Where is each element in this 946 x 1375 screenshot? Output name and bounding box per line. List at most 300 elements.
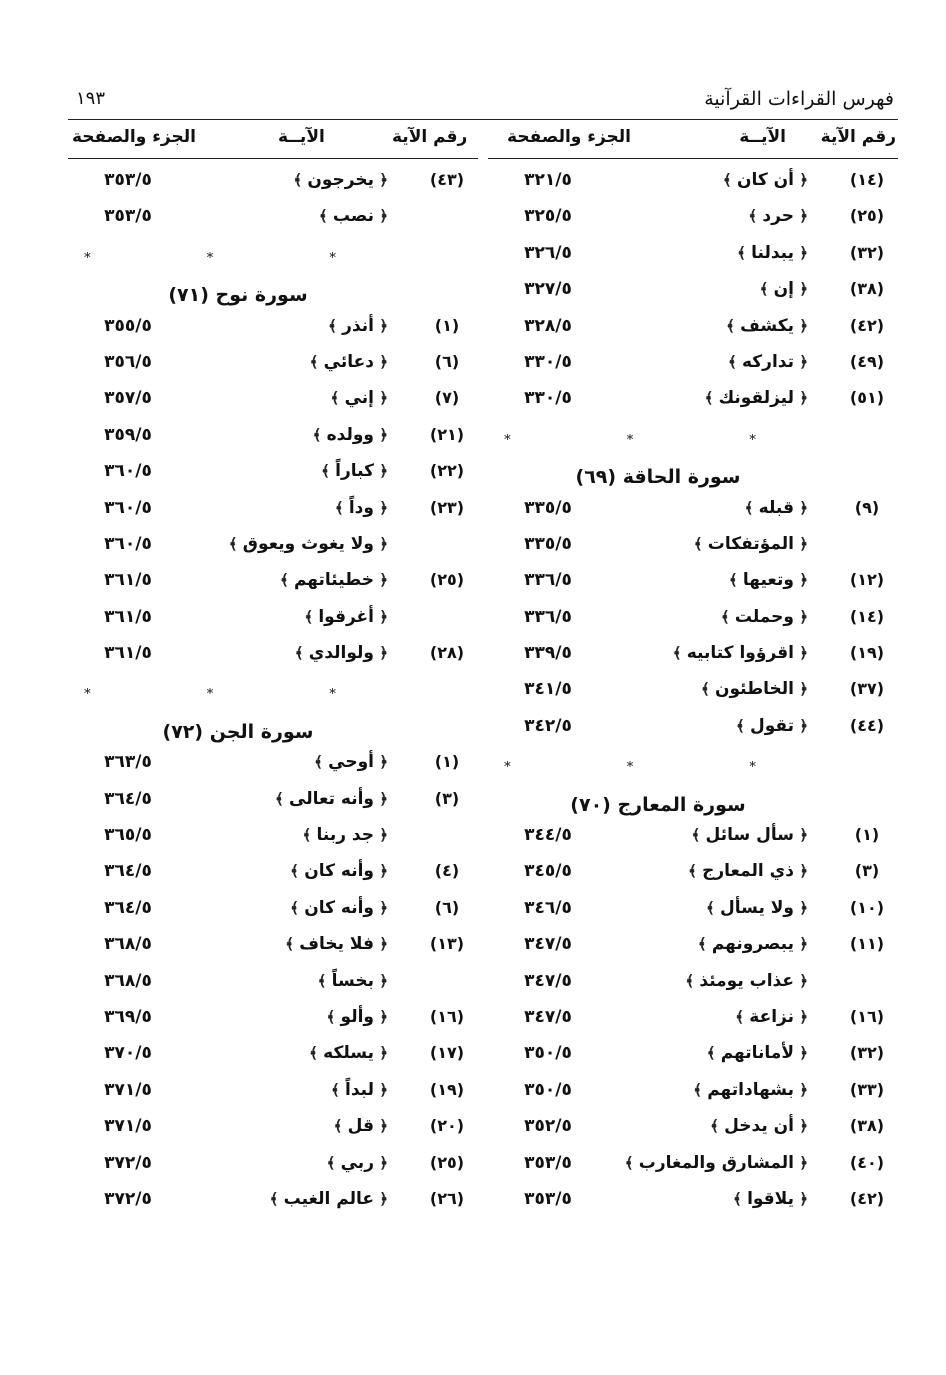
index-row [488,1187,898,1223]
close-ornament: ﴾ [720,607,735,626]
index-row [68,314,478,350]
part-page-ref: ٣٦١/٥ [104,643,152,664]
part-page-ref: ٣٤٧/٥ [524,1006,572,1027]
part-page-ref: ٣٤٥/٥ [524,861,572,882]
verse-words: ولا يسأل [720,897,794,918]
verse-number: (٤٣) [429,170,465,189]
verse-text [313,425,388,445]
verse-number: (٢٥) [429,570,465,590]
left-header-verse: الآيــة [278,127,325,147]
verse-text [710,1116,808,1136]
verse-number: (١٦) [429,1006,465,1026]
verse-number: (٣٨) [849,1116,885,1136]
part-page-ref: ٣٣٦/٥ [524,606,572,627]
close-ornament: ﴾ [309,352,324,371]
part-page-ref: ٣٥٧/٥ [104,388,152,409]
verse-words: أن كان [736,170,794,190]
verse-text [706,898,808,918]
part-page-ref: ٣٢٥/٥ [524,206,572,227]
index-row [68,605,478,641]
close-ornament: ﴾ [727,352,742,371]
verse-words: وتعيها [742,570,794,591]
index-row [68,750,478,786]
open-ornament: ﴿ [373,1007,388,1026]
left-header-rule [68,158,478,159]
verse-text [760,279,808,299]
surah-heading: سورة الحاقة (٦٩) [575,466,741,489]
index-row [68,932,478,968]
part-page-ref: ٣٥٣/٥ [104,206,152,227]
verse-number: (١٣) [429,934,465,954]
verse-words: جد ربنا [316,825,374,846]
verse-words: سأل سائل [705,825,794,846]
verse-words: وألو [340,1006,374,1027]
verse-text [290,861,388,881]
part-page-ref: ٣٤٤/٥ [524,825,572,846]
verse-number: (١٦) [849,1006,885,1026]
verse-words: نصب [332,206,374,227]
verse-words: فلا يخاف [299,934,374,955]
open-ornament: ﴿ [373,1080,388,1099]
verse-text [293,170,388,190]
verse-words: لبداً [345,1079,374,1100]
close-ornament: ﴾ [334,498,349,517]
verse-text [280,570,388,590]
close-ornament: ﴾ [737,243,752,262]
verse-text [285,934,388,954]
index-row [488,277,898,313]
index-row [488,350,898,386]
verse-number: (٤٢) [849,1188,885,1208]
verse-number: (٢٣) [429,497,465,517]
index-row [68,204,478,240]
close-ornament: ﴾ [326,1007,341,1026]
running-header-title: فهرس القراءات القرآنية [704,88,894,110]
verse-number: (٤٢) [849,315,885,335]
verse-words: قل [347,1116,374,1137]
part-page-ref: ٣٣٩/٥ [524,643,572,664]
verse-number: (٦) [434,897,460,917]
index-row [68,823,478,859]
verse-number: (١٧) [429,1043,465,1063]
index-row [68,1041,478,1077]
open-ornament: ﴿ [793,898,808,917]
open-ornament: ﴿ [793,716,808,735]
verse-words: قبله [758,497,794,518]
open-ornament: ﴿ [793,607,808,626]
right-header-rule [488,158,898,159]
open-ornament: ﴿ [793,1153,808,1172]
verse-text [723,170,808,190]
open-ornament: ﴿ [373,607,388,626]
left-header-verse-no: رقم الآية [392,127,468,147]
part-page-ref: ٣٥٣/٥ [524,1188,572,1209]
verse-words: ولوالدي [308,643,374,664]
verse-words: ذي المعارج [702,861,794,882]
open-ornament: ﴿ [793,534,808,553]
open-ornament: ﴿ [373,316,388,335]
open-ornament: ﴿ [373,826,388,845]
close-ornament: ﴾ [304,607,319,626]
index-row [68,969,478,1005]
verse-number: (٣٢) [849,242,885,262]
open-ornament: ﴿ [373,1044,388,1063]
close-ornament: ﴾ [691,826,706,845]
part-page-ref: ٣٧١/٥ [104,1079,152,1100]
part-page-ref: ٣٤٧/٥ [524,970,572,991]
index-row [488,969,898,1005]
verse-words: بخساً [331,970,374,991]
index-row [68,1114,478,1150]
verse-text [270,1189,388,1209]
verse-text [327,1153,388,1173]
close-ornament: ﴾ [302,826,317,845]
index-row [68,532,478,568]
open-ornament: ﴿ [373,534,388,553]
index-row [68,496,478,532]
open-ornament: ﴿ [373,898,388,917]
verse-text [295,643,388,663]
close-ornament: ﴾ [693,534,708,553]
open-ornament: ﴿ [373,644,388,663]
close-ornament: ﴾ [330,389,345,408]
open-ornament: ﴿ [793,280,808,299]
part-page-ref: ٣٥٢/٥ [524,1116,572,1137]
close-ornament: ﴾ [733,1189,748,1208]
verse-text [707,1043,808,1063]
verse-text [310,352,388,372]
verse-words: ربي [340,1152,374,1173]
close-ornament: ﴾ [735,716,750,735]
verse-text [733,1189,808,1209]
verse-words: بشهاداتهم [707,1079,794,1100]
part-page-ref: ٣٥٠/٥ [524,1079,572,1100]
close-ornament: ﴾ [290,898,305,917]
index-row [488,314,898,350]
open-ornament: ﴿ [793,571,808,590]
close-ornament: ﴾ [326,1153,341,1172]
verse-text [328,316,388,336]
part-page-ref: ٣٦١/٥ [104,570,152,591]
verse-number: (٤٠) [849,1152,885,1172]
close-ornament: ﴾ [317,971,332,990]
part-page-ref: ٣٦٤/٥ [104,897,152,918]
verse-words: خطيئاتهم [293,570,374,591]
verse-number: (٩) [854,497,880,517]
open-ornament: ﴿ [793,207,808,226]
close-ornament: ﴾ [735,1007,750,1026]
verse-text [625,1153,808,1173]
verse-number: (١) [854,825,880,845]
verse-words: أن يدخل [724,1116,794,1137]
close-ornament: ﴾ [759,280,774,299]
close-ornament: ﴾ [701,680,716,699]
verse-words: وأنه تعالى [289,788,374,809]
index-row [68,859,478,895]
verse-text [334,1116,388,1136]
verse-number: (٣٣) [849,1079,885,1099]
verse-text [290,898,388,918]
close-ornament: ﴾ [722,171,737,189]
close-ornament: ﴾ [290,862,305,881]
verse-number: (١) [434,752,460,772]
verse-text [745,498,808,518]
verse-words: ولا يغوث ويعوق [242,533,374,554]
verse-number: (١٩) [429,1079,465,1099]
verse-words: يبدلنا [751,242,794,263]
part-page-ref: ٣٦٩/٥ [104,1006,152,1027]
verse-words: دعائي [323,351,374,372]
verse-words: أنذر [342,315,374,336]
index-row [68,641,478,677]
verse-number: (٣٧) [849,679,885,699]
index-row [488,714,898,750]
verse-text [736,716,808,736]
verse-words: يخرجون [307,170,374,190]
verse-text [692,825,808,845]
part-page-ref: ٣٧٢/٥ [104,1188,152,1209]
close-ornament: ﴾ [672,644,687,663]
verse-text [688,861,808,881]
open-ornament: ﴿ [373,462,388,481]
index-row [68,787,478,823]
verse-words: نزاعة [749,1006,794,1027]
verse-number: (١٢) [849,570,885,590]
close-ornament: ﴾ [309,1044,324,1063]
verse-words: وداً [348,497,374,518]
open-ornament: ﴿ [373,753,388,772]
index-row [488,859,898,895]
page-number: ١٩٣ [76,88,106,109]
verse-number: (٢٢) [429,461,465,481]
part-page-ref: ٣٥٥/٥ [104,315,152,336]
surah-heading: سورة المعارج (٧٠) [570,793,746,816]
separator-stars: * * * [504,760,812,776]
open-ornament: ﴿ [793,171,808,189]
part-page-ref: ٣٧١/٥ [104,1116,152,1137]
verse-words: يسلكه [323,1043,374,1064]
verse-words: الخاطئون [715,679,794,700]
part-page-ref: ٣٤٢/٥ [524,715,572,736]
open-ornament: ﴿ [793,352,808,371]
verse-words: إني [344,388,374,409]
verse-words: وولده [326,424,374,445]
right-header-verse: الآيــة [739,127,786,147]
close-ornament: ﴾ [279,571,294,590]
close-ornament: ﴾ [228,534,243,553]
open-ornament: ﴿ [373,935,388,954]
right-header-part-page: الجزء والصفحة [507,127,631,147]
close-ornament: ﴾ [275,789,290,808]
index-row [488,168,898,204]
verse-number: (١٤) [849,606,885,626]
index-row [488,1041,898,1077]
verse-number: (٢٦) [429,1188,465,1208]
part-page-ref: ٣٦٤/٥ [104,788,152,809]
index-row [488,568,898,604]
verse-text [693,1080,808,1100]
open-ornament: ﴿ [793,389,808,408]
verse-number: (٤) [434,861,460,881]
verse-number: (٢٨) [429,643,465,663]
verse-text [314,752,388,772]
verse-text [673,643,808,663]
verse-words: وأنه كان [304,897,374,918]
part-page-ref: ٣٣٠/٥ [524,351,572,372]
part-page-ref: ٣٢٦/٥ [524,242,572,263]
index-row [68,896,478,932]
surah-heading: سورة نوح (٧١) [168,284,308,307]
verse-text [726,316,808,336]
verse-words: أوحي [328,752,374,773]
verse-number: (٣) [854,861,880,881]
close-ornament: ﴾ [333,1117,348,1136]
part-page-ref: ٣٥٣/٥ [524,1152,572,1173]
close-ornament: ﴾ [704,389,719,408]
part-page-ref: ٣٦٠/٥ [104,497,152,518]
index-row [68,1078,478,1114]
verse-words: المؤتفكات [707,533,794,554]
verse-words: لأماناتهم [720,1043,794,1064]
part-page-ref: ٣٦١/٥ [104,606,152,627]
close-ornament: ﴾ [294,644,309,663]
verse-words: إن [773,279,794,300]
verse-text [728,352,808,372]
verse-number: (١) [434,315,460,335]
open-ornament: ﴿ [373,1153,388,1172]
verse-text [309,1043,388,1063]
verse-text [275,789,388,809]
open-ornament: ﴿ [373,789,388,808]
verse-number: (٣٢) [849,1043,885,1063]
close-ornament: ﴾ [697,935,712,954]
close-ornament: ﴾ [314,753,329,772]
part-page-ref: ٣٢٨/٥ [524,315,572,336]
close-ornament: ﴾ [744,498,759,517]
open-ornament: ﴿ [793,316,808,335]
verse-words: اقرؤوا كتابيه [686,643,794,664]
verse-words: عالم الغيب [283,1188,374,1209]
part-page-ref: ٣٤١/٥ [524,679,572,700]
verse-words: ليزلقونك [718,388,794,409]
verse-text [737,243,808,263]
part-page-ref: ٣٦٠/٥ [104,533,152,554]
index-row [488,932,898,968]
verse-text [331,1080,388,1100]
verse-number: (٣٨) [849,279,885,299]
verse-text [335,498,388,518]
verse-words: وأنه كان [304,861,374,882]
verse-text [721,607,808,627]
open-ornament: ﴿ [793,935,808,954]
index-row [68,423,478,459]
verse-text [318,971,388,991]
open-ornament: ﴿ [373,971,388,990]
close-ornament: ﴾ [624,1153,639,1172]
verse-words: حرد [762,206,794,227]
part-page-ref: ٣٦٤/٥ [104,861,152,882]
open-ornament: ﴿ [373,1189,388,1208]
index-row [488,496,898,532]
close-ornament: ﴾ [285,935,300,954]
open-ornament: ﴿ [793,1189,808,1208]
verse-number: (٣) [434,788,460,808]
separator-stars: * * * [504,432,812,448]
index-row [68,386,478,422]
verse-text [302,825,388,845]
open-ornament: ﴿ [373,498,388,517]
index-row [488,1114,898,1150]
close-ornament: ﴾ [688,862,703,881]
open-ornament: ﴿ [373,862,388,881]
verse-text [748,206,808,226]
verse-text [321,461,388,481]
open-ornament: ﴿ [793,1080,808,1099]
part-page-ref: ٣٧٢/٥ [104,1152,152,1173]
close-ornament: ﴾ [318,207,333,226]
verse-text [698,934,808,954]
verse-text [694,534,808,554]
verse-number: (١٠) [849,897,885,917]
verse-words: أغرقوا [318,606,374,627]
verse-words: يلاقوا [747,1188,794,1209]
close-ornament: ﴾ [693,1080,708,1099]
open-ornament: ﴿ [373,352,388,371]
open-ornament: ﴿ [373,389,388,408]
verse-number: (١١) [849,934,885,954]
verse-number: (٢١) [429,424,465,444]
verse-number: (٥١) [849,388,885,408]
close-ornament: ﴾ [330,1080,345,1099]
right-header-verse-no: رقم الآية [820,127,896,147]
open-ornament: ﴿ [793,971,808,990]
part-page-ref: ٣٥٦/٥ [104,351,152,372]
index-row [68,1151,478,1187]
verse-number: (١٤) [849,170,885,189]
verse-text [701,679,808,699]
close-ornament: ﴾ [293,171,308,189]
open-ornament: ﴿ [793,498,808,517]
part-page-ref: ٣٦٠/٥ [104,461,152,482]
index-row [68,459,478,495]
part-page-ref: ٣٦٨/٥ [104,934,152,955]
part-page-ref: ٣٤٧/٥ [524,934,572,955]
verse-words: تداركه [741,351,794,372]
open-ornament: ﴿ [373,1117,388,1136]
index-row [488,896,898,932]
part-page-ref: ٣٥٩/٥ [104,424,152,445]
index-row [488,605,898,641]
part-page-ref: ٣٣٠/٥ [524,388,572,409]
right-index-column [488,168,898,1223]
index-row [488,241,898,277]
index-row [488,1078,898,1114]
verse-words: وحملت [734,606,794,627]
verse-text [685,971,808,991]
close-ornament: ﴾ [726,316,741,335]
index-row [488,823,898,859]
close-ornament: ﴾ [706,898,721,917]
verse-words: عذاب يومئذ [699,970,794,991]
verse-words: كباراً [335,461,374,482]
verse-text [705,388,808,408]
index-row [488,1005,898,1041]
open-ornament: ﴿ [373,425,388,444]
verse-text [319,206,388,226]
index-row [488,532,898,568]
verse-number: (٤٤) [849,715,885,735]
part-page-ref: ٣٤٦/٥ [524,897,572,918]
